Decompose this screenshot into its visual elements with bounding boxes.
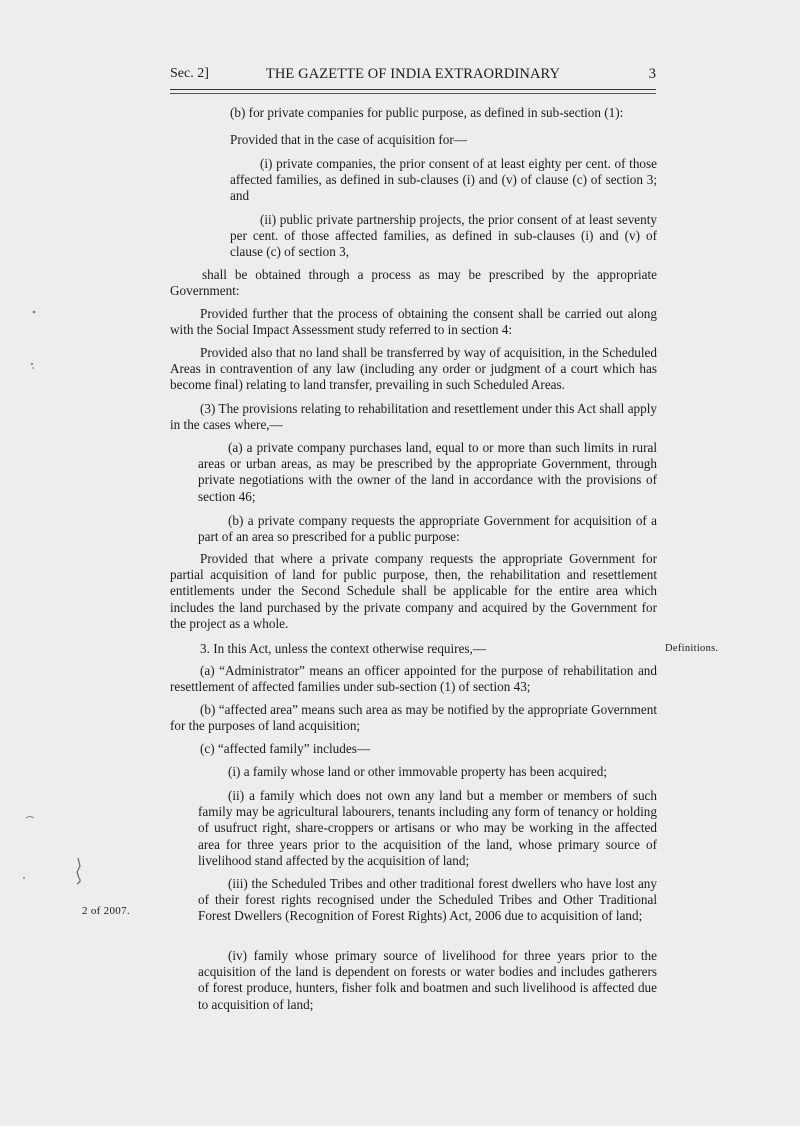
shall-be-obtained: shall be obtained through a process as may be prescribed by the appropriate Government: xyxy=(170,267,657,299)
def-c-ii-family: (ii) a family which does not own any land but a member or members of such family may be agricultural labourers, tenants including any form of tenancy or holding of usufruct right, share-croppers or artisans or who may be working in the affected area for three years prior to the acquisition of the land, whose primary source of livelihood stand affected by the acquisition of land; xyxy=(198,788,657,868)
scan-marks xyxy=(18,808,108,898)
clause-b-private-companies: (b) for private companies for public purpose, as defined in sub-section (1): xyxy=(230,105,624,120)
subclause-i-private-companies: (i) private companies, the prior consent of at least eighty per cent. of those affected families, as defined in sub-clauses (i) and (v) of clause (c) of section 3; and xyxy=(230,156,657,204)
proviso-also: Provided also that no land shall be transferred by way of acquisition, in the Scheduled Areas in contravention of any law (including any order or judgment of a court which has become final) relating to land transfer, prevailing in such Scheduled Areas. xyxy=(170,345,657,393)
margin-note-act-ref: 2 of 2007. xyxy=(82,905,130,917)
subclause-ii-ppp: (ii) public private partnership projects, the prior consent of at least seventy per cent. of those affected families, as defined in sub-clauses (i) and (v) of clause (c) of section 3, xyxy=(230,212,657,260)
proviso-partial: Provided that where a private company requests the appropriate Government for partial acquisition of land for public purpose, then, the rehabilitation and resettlement entitlements under the Second Schedule shall be applicable for the entire area which includes the land purchased by the private company and acquired by the Government for the project as a whole. xyxy=(170,551,657,631)
def-c-iv-family: (iv) family whose primary source of livelihood for three years prior to the acquisition of the land is dependent on forests or water bodies and includes gatherers of forest produce, hunters, fisher folk and boatmen and such livelihood is affected due to acquisition of land; xyxy=(198,948,657,1012)
scan-specks xyxy=(26,300,40,390)
clause-a-purchases: (a) a private company purchases land, equal to or more than such limits in rural areas or urban areas, as may be prescribed by the appropriate Government, through private negotiations with the owner of the land in accordance with the provisions of section 46; xyxy=(198,440,657,504)
def-a-administrator: (a) “Administrator” means an officer appointed for the purpose of rehabilitation and resettlement of affected families under sub-section (1) of section 43; xyxy=(170,663,657,695)
def-c-affected-family: (c) “affected family” includes— xyxy=(200,741,371,756)
margin-note-definitions: Definitions. xyxy=(665,643,719,654)
page-header xyxy=(170,66,656,88)
proviso-further: Provided further that the process of obtaining the consent shall be carried out along with the Social Impact Assessment study referred to in section 4: xyxy=(170,306,657,338)
gazette-title: THE GAZETTE OF INDIA EXTRAORDINARY xyxy=(265,66,561,82)
def-b-affected-area: (b) “affected area” means such area as may be notified by the appropriate Government for the purposes of land acquisition; xyxy=(170,702,657,734)
section-ref: Sec. 2] xyxy=(170,66,209,81)
header-rule-thin xyxy=(170,93,656,94)
header-rule-thick xyxy=(170,89,656,90)
clause-b-requests: (b) a private company requests the appropriate Government for acquisition of a part of an area so prescribed for a public purpose: xyxy=(198,513,657,545)
page-number: 3 xyxy=(648,66,656,82)
subsection-3-provisions: (3) The provisions relating to rehabilitation and resettlement under this Act shall apply in the cases where,— xyxy=(170,401,657,433)
proviso-acquisition: Provided that in the case of acquisition for— xyxy=(230,132,467,147)
section-3-definitions: 3. In this Act, unless the context otherwise requires,— xyxy=(200,641,487,656)
def-c-iii-tribes: (iii) the Scheduled Tribes and other traditional forest dwellers who have lost any of their forest rights recognised under the Scheduled Tribes and Other Traditional Forest Dwellers (Recognition of Forest Rights) Act, 2006 due to acquisition of land; xyxy=(198,876,657,924)
def-c-i-family: (i) a family whose land or other immovable property has been acquired; xyxy=(228,764,608,779)
